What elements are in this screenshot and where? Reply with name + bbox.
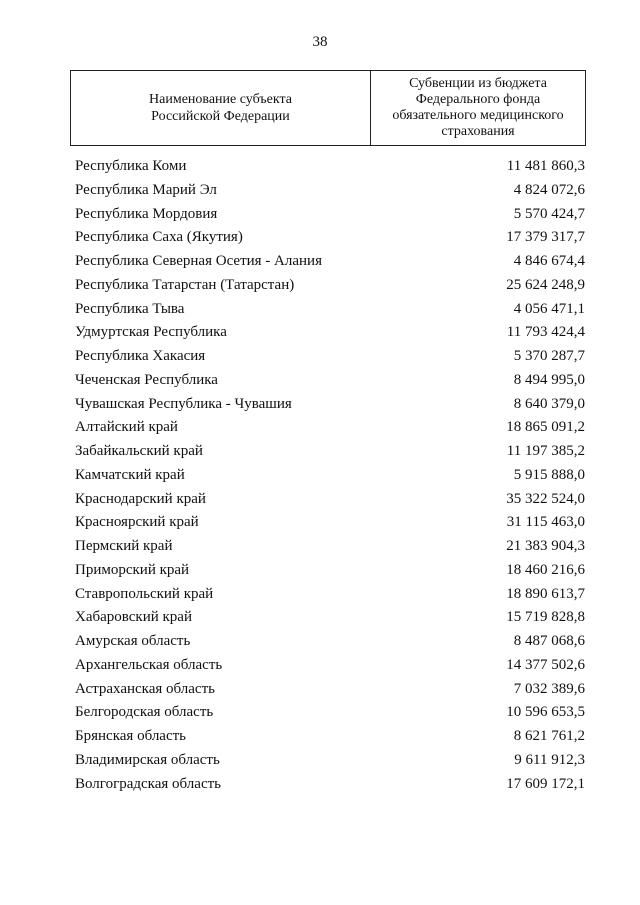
region-name: Краснодарский край	[75, 490, 206, 507]
region-name: Приморский край	[75, 561, 190, 578]
region-name: Пермский край	[75, 538, 173, 554]
region-name: Амурская область	[75, 633, 191, 649]
region-name: Владимирская область	[75, 751, 220, 768]
table-row	[0, 488, 640, 512]
region-name: Республика Тыва	[75, 300, 185, 317]
subvention-amount: 10 596 653,5	[506, 704, 585, 721]
region-name: Удмуртская Республика	[75, 324, 227, 341]
subvention-amount: 17 609 172,1	[506, 775, 585, 792]
region-name: Республика Марий Эл	[75, 181, 217, 198]
table-row	[0, 155, 640, 179]
table-row	[0, 203, 640, 227]
table-row	[0, 606, 640, 630]
subvention-amount: 7 032 389,6	[513, 680, 585, 697]
region-name: Республика Хакасия	[75, 348, 206, 364]
table-row	[0, 559, 640, 583]
subvention-amount: 21 383 904,3	[506, 538, 585, 554]
region-name: Ставропольский край	[75, 585, 214, 602]
table-row	[0, 416, 640, 440]
subvention-amount: 14 377 502,6	[506, 656, 585, 673]
header-amount-column	[371, 71, 585, 145]
subvention-amount: 18 460 216,6	[506, 561, 585, 578]
table-row	[0, 511, 640, 535]
subvention-amount: 11 793 424,4	[506, 324, 585, 341]
header-name-column	[71, 71, 370, 145]
subvention-amount: 9 611 912,3	[514, 751, 585, 768]
region-name: Архангельская область	[75, 656, 223, 673]
table-body	[0, 155, 640, 796]
table-row	[0, 393, 640, 417]
header-name-label: Наименование субъекта Российской Федерации	[149, 92, 292, 124]
region-name: Забайкальский край	[75, 443, 203, 459]
table-header	[70, 70, 586, 146]
table-row	[0, 321, 640, 345]
subvention-amount: 4 846 674,4	[513, 253, 585, 269]
table-row	[0, 654, 640, 678]
region-name: Республика Коми	[75, 158, 187, 174]
table-row	[0, 179, 640, 203]
subvention-amount: 4 056 471,1	[513, 300, 585, 317]
subvention-amount: 11 197 385,2	[506, 443, 585, 459]
region-name: Республика Татарстан (Татарстан)	[75, 276, 295, 293]
subvention-amount: 5 915 888,0	[513, 466, 585, 483]
table-row	[0, 773, 640, 797]
header-amount-label: Субвенции из бюджета Федерального фонда обязательного медицинского страхования	[392, 76, 564, 139]
table-row	[0, 749, 640, 773]
table-row	[0, 630, 640, 654]
region-name: Республика Саха (Якутия)	[75, 229, 243, 246]
subvention-amount: 5 570 424,7	[513, 205, 585, 222]
region-name: Астраханская область	[75, 680, 215, 697]
region-name: Республика Северная Осетия - Алания	[75, 253, 322, 269]
table-row	[0, 583, 640, 607]
table-row	[0, 464, 640, 488]
region-name: Белгородская область	[75, 704, 214, 721]
region-name: Чеченская Республика	[75, 371, 218, 388]
table-row	[0, 345, 640, 369]
table-row	[0, 725, 640, 749]
table-row	[0, 250, 640, 274]
region-name: Республика Мордовия	[75, 205, 218, 222]
subvention-amount: 18 865 091,2	[506, 419, 585, 436]
header-right-border	[585, 71, 586, 145]
subvention-amount: 8 621 761,2	[513, 728, 585, 744]
region-name: Камчатский край	[75, 466, 185, 483]
region-name: Алтайский край	[75, 419, 178, 436]
subvention-amount: 17 379 317,7	[506, 229, 585, 246]
subvention-amount: 8 487 068,6	[513, 633, 585, 649]
subvention-amount: 25 624 248,9	[506, 276, 585, 293]
table-row	[0, 440, 640, 464]
region-name: Брянская область	[75, 728, 187, 744]
table-row	[0, 226, 640, 250]
subvention-amount: 15 719 828,8	[506, 609, 585, 626]
region-name: Хабаровский край	[75, 609, 192, 626]
region-name: Чувашская Республика - Чувашия	[75, 395, 292, 412]
subvention-amount: 8 640 379,0	[513, 395, 585, 412]
subvention-amount: 31 115 463,0	[506, 514, 585, 531]
region-name: Волгоградская область	[75, 775, 221, 792]
page-number: 38	[312, 34, 328, 50]
table-row	[0, 274, 640, 298]
subvention-amount: 5 370 287,7	[513, 348, 585, 364]
table-row	[0, 535, 640, 559]
subvention-amount: 11 481 860,3	[506, 158, 585, 174]
subvention-amount: 18 890 613,7	[506, 585, 585, 602]
subvention-amount: 4 824 072,6	[513, 181, 585, 198]
table-row	[0, 678, 640, 702]
table-row	[0, 298, 640, 322]
subvention-amount: 8 494 995,0	[513, 371, 585, 388]
region-name: Красноярский край	[75, 514, 199, 531]
table-row	[0, 701, 640, 725]
table-row	[0, 369, 640, 393]
subvention-amount: 35 322 524,0	[506, 490, 585, 507]
